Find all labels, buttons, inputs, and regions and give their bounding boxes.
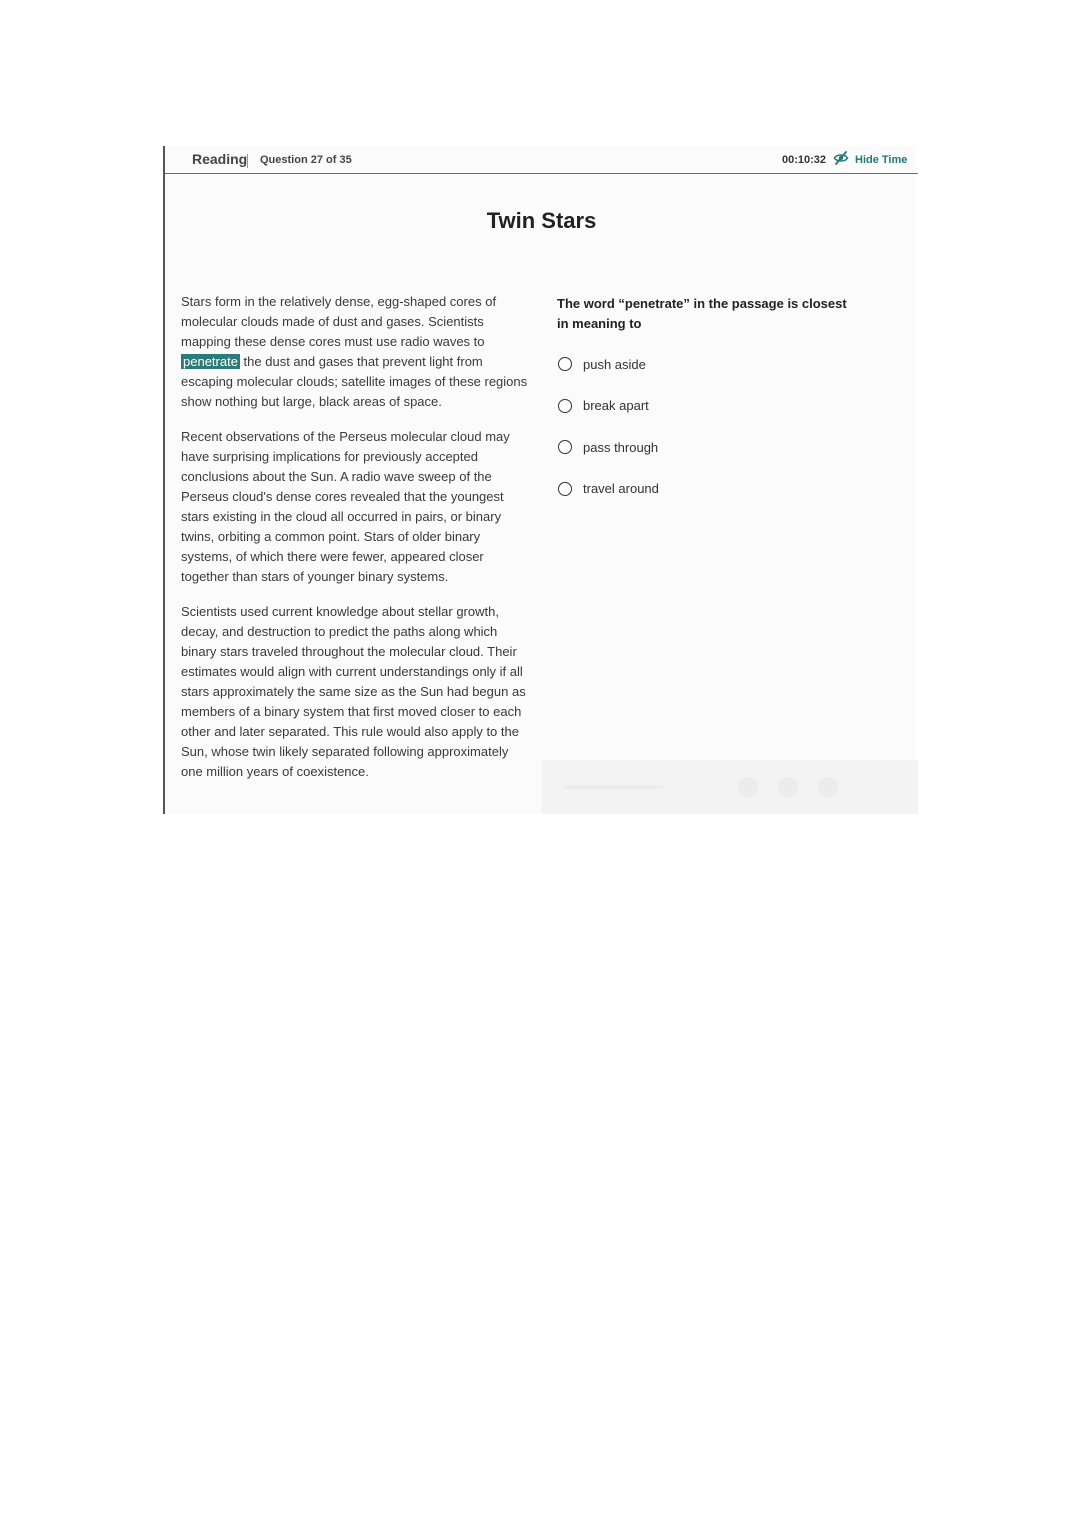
radio-button[interactable] (558, 440, 572, 454)
passage-paragraph (181, 292, 531, 412)
radio-button[interactable] (558, 482, 572, 496)
faded-media-bar (542, 760, 918, 814)
radio-button[interactable] (558, 399, 572, 413)
top-bar (165, 146, 918, 174)
answer-option[interactable] (558, 435, 808, 459)
faded-progress-track (564, 785, 664, 789)
question-counter: Question 27 of 35 (260, 154, 352, 166)
answer-options (558, 352, 808, 518)
section-label: Reading (192, 151, 248, 167)
passage-paragraph: Recent observations of the Perseus molecular cloud may have surprising implications for previously accepted conclusions about the Sun. A radio wave sweep of the Perseus cloud's dense cores revealed that the youngest stars existing in the cloud all occurred in pairs, or binary twins, orbiting a common point. Stars of older binary systems, of which there were fewer, appeared closer together than stars of younger binary systems. (181, 429, 510, 584)
answer-option[interactable] (558, 477, 808, 501)
hide-time-button[interactable] (833, 150, 907, 170)
highlighted-word: penetrate (183, 354, 238, 369)
answer-option-label: travel around (583, 481, 659, 496)
answer-option-label: pass through (583, 439, 659, 455)
test-screen (163, 146, 916, 814)
answer-option[interactable] (558, 352, 808, 376)
answer-option-label: push aside (583, 356, 646, 372)
radio-button[interactable] (558, 357, 572, 371)
faded-play-icon (778, 777, 798, 797)
passage-text-segment: the dust and gases that prevent light from escaping molecular clouds; satellite images of these regions show nothing but large, black areas of space. (181, 354, 528, 409)
faded-control-icon (738, 777, 758, 797)
answer-option[interactable] (558, 394, 808, 418)
passage-paragraph: Scientists used current knowledge about stellar growth, decay, and destruction to predict the paths along which binary stars traveled throughout the molecular cloud. Their estimates would align with current understandings only if all stars approximately the same size as the Sun had begun as members of a binary system that first moved closer to each other and later separated. This rule would also apply to the Sun, whose twin likely separated following approximately one million years of coexistence. (181, 604, 526, 779)
passage-title: Twin Stars (486, 208, 597, 233)
passage-text-segment: Stars form in the relatively dense, egg-shaped cores of molecular clouds made of dust and gases. Scientists mapping these dense cores must use radio waves to (181, 294, 497, 349)
passage-text (181, 292, 531, 797)
header-divider (247, 154, 248, 168)
faded-control-icon (818, 777, 838, 797)
question-prompt: The word “penetrate” in the passage is closest in meaning to (557, 296, 847, 331)
timer: 00:10:32 (782, 154, 827, 166)
eye-slash-icon (833, 150, 849, 171)
hide-time-label: Hide Time (855, 154, 908, 166)
answer-option-label: break apart (583, 398, 649, 413)
